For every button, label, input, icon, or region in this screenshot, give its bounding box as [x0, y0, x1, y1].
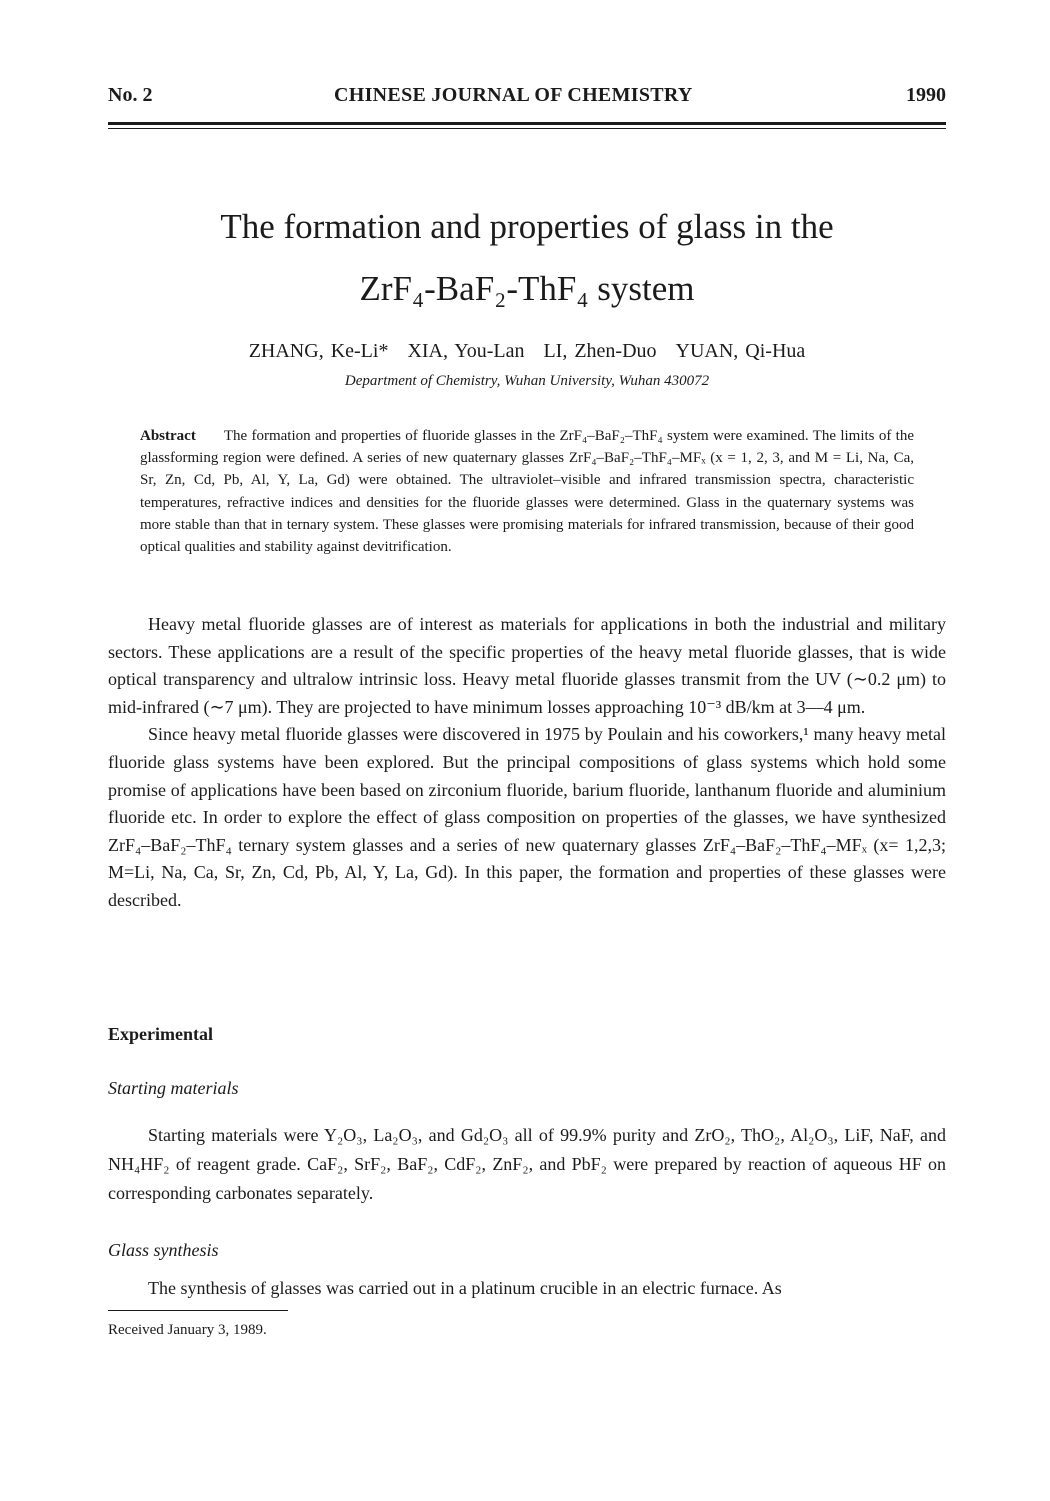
affiliation: Department of Chemistry, Wuhan University, Wuhan 430072 — [344, 373, 710, 389]
section-heading-experimental: Experimental — [108, 1024, 213, 1044]
glass-synthesis-text: The synthesis of glasses was carried out in a platinum crucible in an electric furnace. As — [148, 1278, 782, 1298]
glass-synthesis-paragraph — [108, 1274, 946, 1303]
starting-materials-paragraph — [108, 1121, 946, 1208]
author-2: XIA, You-Lan — [407, 340, 525, 362]
starting-materials-text: Starting materials were Y₂O₃, La₂O₃, and Gd₂O₃ all of 99.9% purity and ZrO₂, ThO₂, Al₂O₃, LiF, NaF, and NH₄HF₂ of reagent grade. CaF₂, SrF₂, BaF₂, CdF₂, ZnF₂, and PbF₂ were prepared by reaction of aqueous HF on corresponding carbonates separately. — [108, 1125, 946, 1203]
footnote-rule — [108, 1310, 288, 1311]
received-date-footnote: Received January 3, 1989. — [108, 1322, 267, 1338]
subsection-heading-starting-materials: Starting materials — [108, 1078, 239, 1098]
intro-paragraph-2: Since heavy metal fluoride glasses were discovered in 1975 by Poulain and his coworkers,¹ many heavy metal fluoride glass systems have been explored. But the principal compositions of glass systems which hold some promise of applications have been based on zirconium fluoride, barium fluoride, lanthanum fluoride and aluminium fluoride etc. In order to explore the effect of glass composition on properties of the glasses, we have synthesized ZrF₄–BaF₂–ThF₄ ternary system glasses and a series of new quaternary glasses ZrF₄–BaF₂–ThF₄–MFₓ (x= 1,2,3; M=Li, Na, Ca, Sr, Zn, Cd, Pb, Al, Y, La, Gd). In this paper, the formation and properties of these glasses were described. — [108, 724, 946, 910]
article-title — [100, 196, 954, 320]
running-head — [108, 84, 946, 114]
journal-name: CHINESE JOURNAL OF CHEMISTRY — [334, 84, 693, 106]
abstract — [140, 425, 914, 558]
title-line-1: The formation and properties of glass in the — [220, 207, 834, 246]
year: 1990 — [906, 84, 946, 106]
author-list — [100, 340, 954, 363]
abstract-label: Abstract — [140, 428, 196, 444]
header-rule-thick — [108, 122, 946, 125]
issue-number: No. 2 — [108, 84, 153, 106]
intro-paragraph-1: Heavy metal fluoride glasses are of interest as materials for applications in both the industrial and military sectors. These applications are a result of the specific properties of the heavy metal fluoride glasses, that is wide optical transparency and ultralow intrinsic loss. Heavy metal fluoride glasses transmit from the UV (∼0.2 μm) to mid-infrared (∼7 μm). They are projected to have minimum losses approaching 10⁻³ dB/km at 3—4 μm. — [108, 614, 946, 717]
title-line-2: ZrF₄-BaF₂-ThF₄ system — [359, 269, 695, 308]
introduction — [108, 611, 946, 915]
subsection-heading-glass-synthesis: Glass synthesis — [108, 1240, 219, 1260]
abstract-text: The formation and properties of fluoride glasses in the ZrF₄–BaF₂–ThF₄ system were examined. The limits of the glassforming region were defined. A series of new quaternary glasses ZrF₄–BaF₂–ThF₄–MFₓ (x = 1, 2, 3, and M = Li, Na, Ca, Sr, Zn, Cd, Pb, Al, Y, La, Gd) were obtained. The ultraviolet–visible and infrared transmission spectra, characteristic temperatures, refractive indices and densities for the fluoride glasses were determined. Glass in the quaternary systems was more stable than that in ternary system. These glasses were promising materials for infrared transmission, because of their good optical qualities and stability against devitrification. — [140, 428, 914, 556]
author-3: LI, Zhen-Duo — [543, 340, 657, 362]
author-1: ZHANG, Ke-Li* — [248, 340, 389, 362]
author-4: YUAN, Qi-Hua — [675, 340, 806, 362]
header-rule-thin — [108, 128, 946, 129]
